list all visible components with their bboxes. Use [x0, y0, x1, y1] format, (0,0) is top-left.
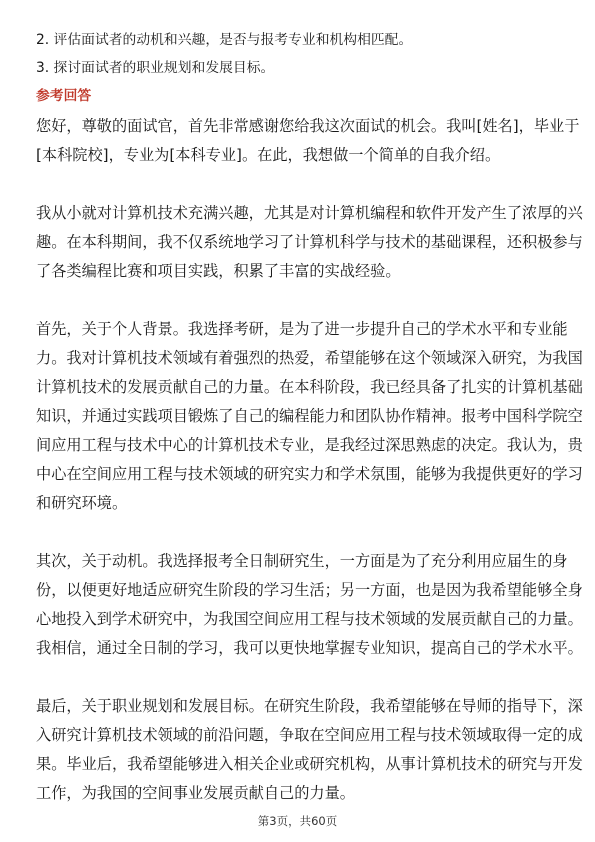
page-number-footer: 第3页，共60页 [257, 814, 338, 828]
paragraph-line: 入研究计算机技术领域的前沿问题，争取在空间应用工程与技术领域取得一定的成 [36, 726, 583, 744]
paragraph-line: 力。我对计算机技术领域有着强烈的热爱，希望能够在这个领域深入研究，为我国 [36, 349, 583, 367]
objective-item-3: 3. 探讨面试者的职业规划和发展目标。 [36, 60, 275, 76]
objective-item-2: 2. 评估面试者的动机和兴趣，是否与报考专业和机构相匹配。 [36, 32, 413, 48]
paragraph-line: 计算机技术的发展贡献自己的力量。在本科阶段，我已经具备了扎实的计算机基础 [36, 378, 583, 396]
paragraph-line: 了各类编程比赛和项目实践，积累了丰富的实战经验。 [36, 262, 401, 280]
paragraph-career-plan [36, 692, 583, 808]
paragraph-line: 工作，为我国的空间事业发展贡献自己的力量。 [36, 784, 355, 802]
paragraph-line: 和研究环境。 [36, 494, 128, 512]
paragraph-motivation [36, 547, 583, 663]
paragraph-line: 知识，并通过实践项目锻炼了自己的编程能力和团队协作精神。报考中国科学院空 [36, 407, 583, 425]
paragraph-line: 其次，关于动机。我选择报考全日制研究生，一方面是为了充分利用应届生的身 [36, 552, 568, 570]
paragraph-line: 您好，尊敬的面试官，首先非常感谢您给我这次面试的机会。我叫[姓名]，毕业于 [36, 117, 580, 135]
paragraph-line: 最后，关于职业规划和发展目标。在研究生阶段，我希望能够在导师的指导下，深 [36, 697, 583, 715]
paragraph-line: 果。毕业后，我希望能够进入相关企业或研究机构，从事计算机技术的研究与开发 [36, 755, 583, 773]
paragraph-line: 心地投入到学术研究中，为我国空间应用工程与技术领域的发展贡献自己的力量。 [36, 610, 583, 628]
paragraph-line: 我相信，通过全日制的学习，我可以更快地掌握专业知识，提高自己的学术水平。 [36, 639, 583, 657]
paragraph-greeting [36, 112, 580, 170]
document-page [36, 26, 583, 808]
paragraph-line: [本科院校]，专业为[本科专业]。在此，我想做一个简单的自我介绍。 [36, 146, 501, 164]
paragraph-line: 中心在空间应用工程与技术领域的研究实力和学术氛围，能够为我提供更好的学习 [36, 465, 583, 483]
paragraph-line: 间应用工程与技术中心的计算机技术专业，是我经过深思熟虑的决定。我认为，贵 [36, 436, 583, 454]
section-title-reference-answer: 参考回答 [36, 88, 92, 104]
paragraph-background [36, 315, 583, 518]
paragraph-interest [36, 199, 583, 286]
paragraph-line: 趣。在本科期间，我不仅系统地学习了计算机科学与技术的基础课程，还积极参与 [36, 233, 583, 251]
paragraph-line: 首先，关于个人背景。我选择考研，是为了进一步提升自己的学术水平和专业能 [36, 320, 568, 338]
paragraph-line: 我从小就对计算机技术充满兴趣，尤其是对计算机编程和软件开发产生了浓厚的兴 [36, 204, 583, 222]
paragraph-line: 份，以便更好地适应研究生阶段的学习生活；另一方面，也是因为我希望能够全身 [36, 581, 583, 599]
